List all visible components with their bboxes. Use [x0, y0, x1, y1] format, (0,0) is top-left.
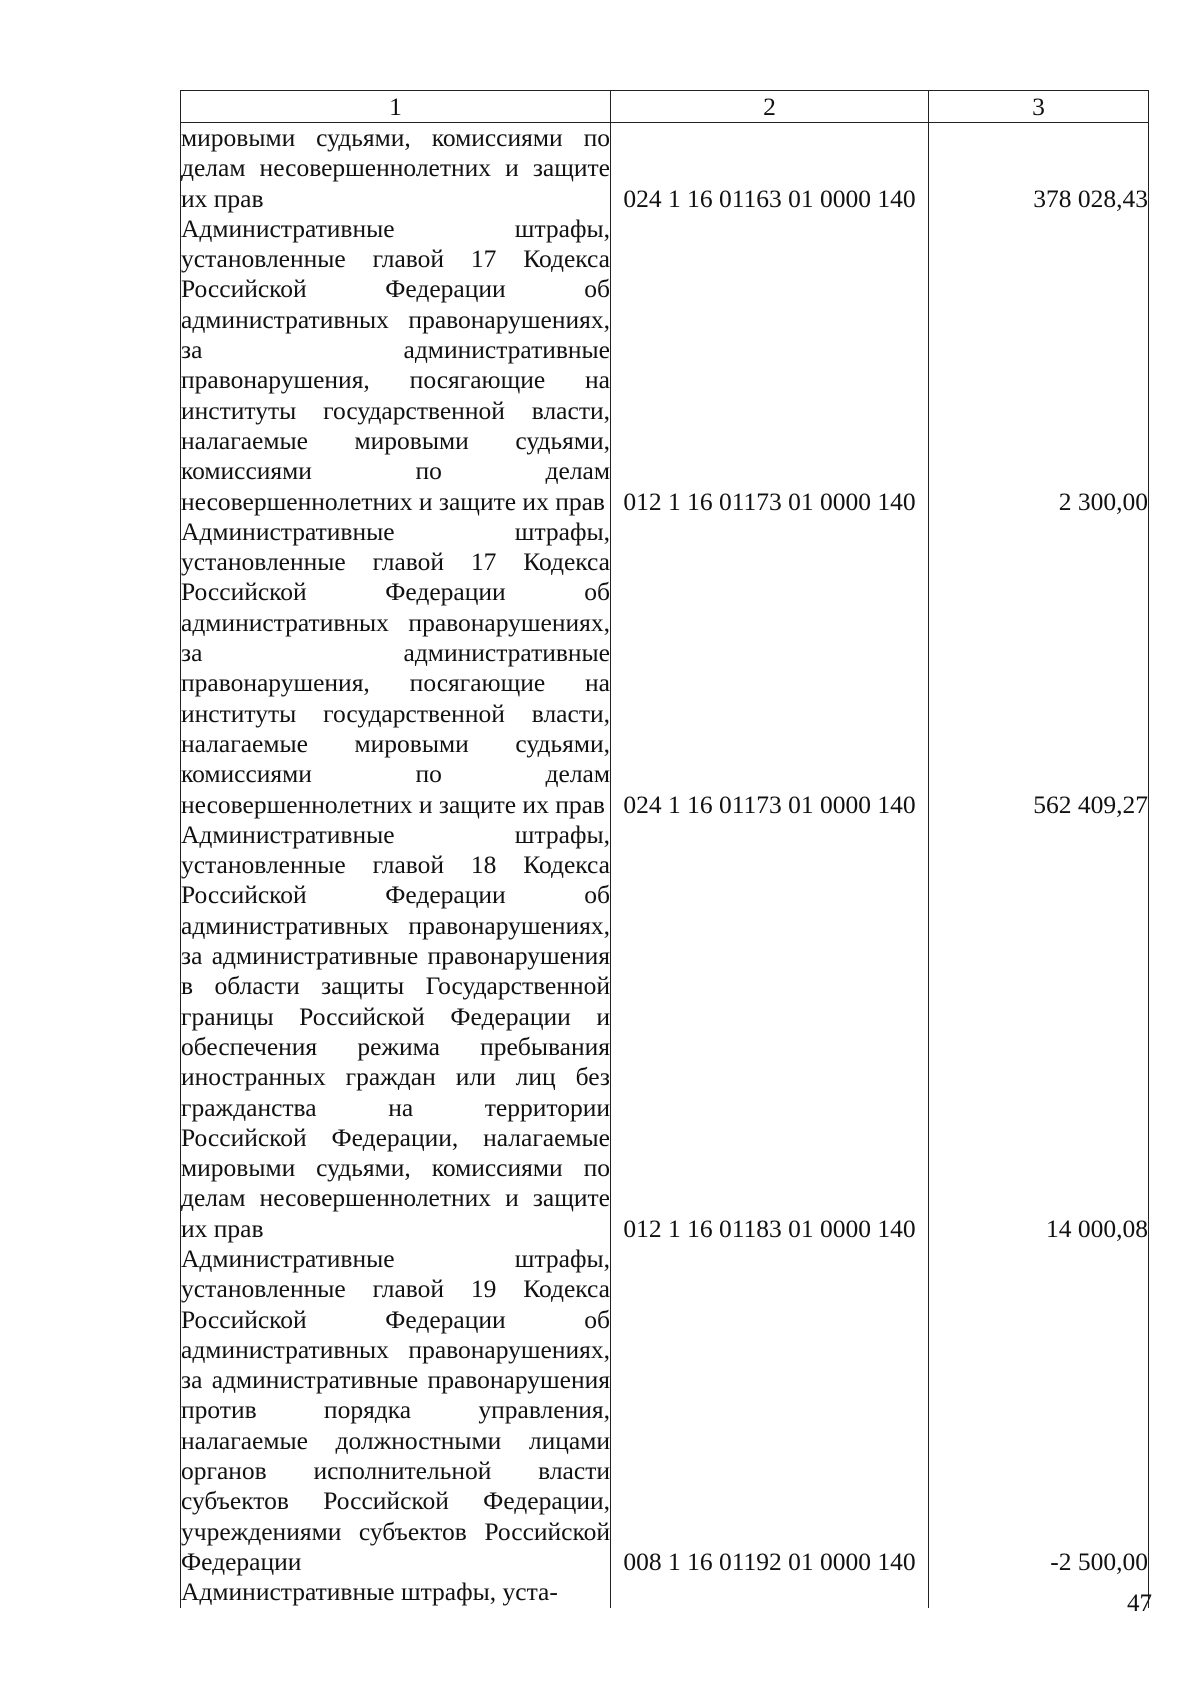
- row-amount: 14 000,08: [929, 820, 1149, 1244]
- row-description: мировыми судьями, комиссиями по делам несовершеннолетних и защите их прав: [181, 123, 610, 213]
- table-row-continued: [181, 1577, 1149, 1607]
- revenue-table: [180, 90, 1149, 1608]
- row-amount: -2 500,00: [929, 1244, 1149, 1577]
- column-header-2: 2: [611, 91, 929, 123]
- row-description: Административные штрафы, установленные главой 17 Кодекса Российской Федерации об административных правонарушениях, за административные правонарушения, посягающие на институты государственной власти, налагаемые мировыми судьями, комиссиями по делам несовершеннолетних и защите их прав: [181, 213, 610, 516]
- row-description: Административные штрафы, установленные главой 19 Кодекса Российской Федерации об административных правонарушениях, за административные правонарушения против порядка управления, налагаемые должностными лицами органов исполнительной власти субъектов Российской Федерации, учреждениями субъектов Российской Федерации: [181, 1243, 610, 1576]
- column-header-3: 3: [929, 91, 1149, 123]
- row-code: 012 1 16 01183 01 0000 140: [611, 820, 929, 1244]
- column-header-1: 1: [181, 91, 611, 123]
- row-description: Административные штрафы, установленные главой 18 Кодекса Российской Федерации об административных правонарушениях, за административные правонарушения в области защиты Государственной границы Российской Федерации и обеспечения режима пребывания иностранных граждан или лиц без гражданства на территории Российской Федерации, налагаемые мировыми судьями, комиссиями по делам несовершеннолетних и защите их прав: [181, 819, 610, 1243]
- row-code: 012 1 16 01173 01 0000 140: [611, 214, 929, 517]
- row-description: Административные штрафы, установленные главой 17 Кодекса Российской Федерации об административных правонарушениях, за административные правонарушения, посягающие на институты государственной власти, налагаемые мировыми судьями, комиссиями по делам несовершеннолетних и защите их прав: [181, 516, 610, 819]
- table-row: [181, 123, 1149, 214]
- table-row: [181, 517, 1149, 820]
- row-description: Административные штрафы, уста-: [181, 1577, 611, 1607]
- row-amount: 562 409,27: [929, 517, 1149, 820]
- table-header-row: [181, 91, 1149, 123]
- table-row: [181, 820, 1149, 1244]
- table-row: [181, 1244, 1149, 1577]
- page-number: 47: [1127, 1590, 1152, 1617]
- table-row: [181, 214, 1149, 517]
- row-code: 024 1 16 01163 01 0000 140: [611, 123, 929, 214]
- row-code: 008 1 16 01192 01 0000 140: [611, 1244, 929, 1577]
- row-amount: [929, 1577, 1149, 1607]
- row-amount: 2 300,00: [929, 214, 1149, 517]
- row-amount: 378 028,43: [929, 123, 1149, 214]
- row-code: 024 1 16 01173 01 0000 140: [611, 517, 929, 820]
- row-code: [611, 1577, 929, 1607]
